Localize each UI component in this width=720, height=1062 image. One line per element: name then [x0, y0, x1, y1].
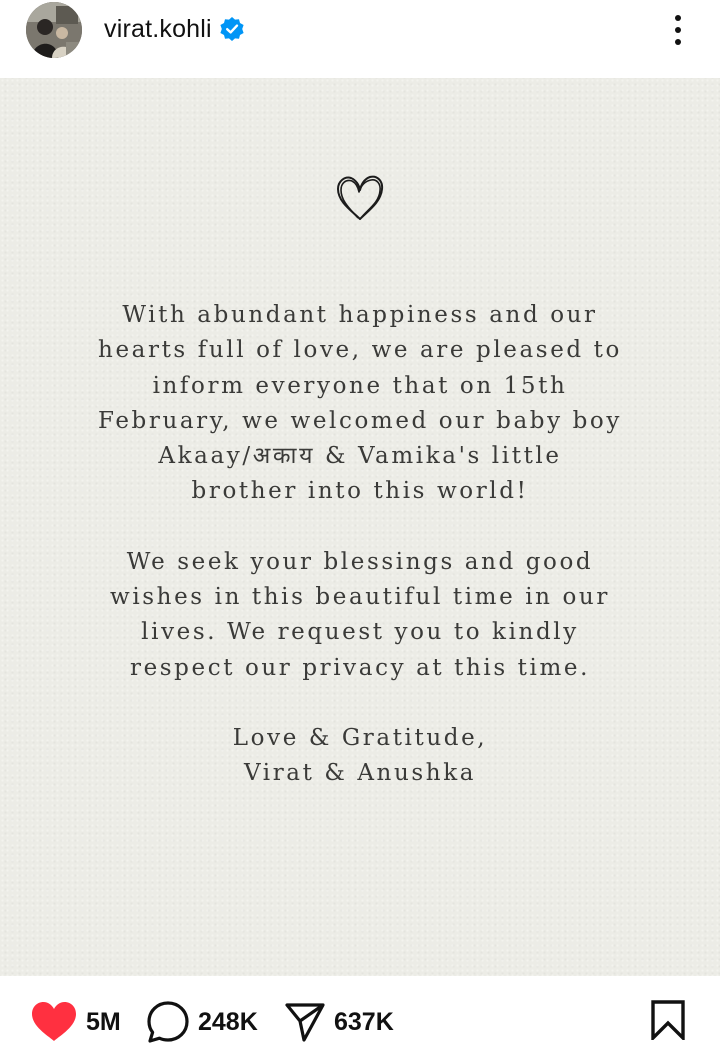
text-line: inform everyone that on 15th — [152, 372, 568, 399]
like-button[interactable] — [30, 1000, 121, 1044]
comment-button[interactable] — [146, 1000, 258, 1044]
paragraph-announcement — [40, 298, 680, 510]
announcement-text — [40, 298, 680, 792]
text-line: brother into this world! — [191, 478, 529, 505]
comment-count[interactable]: 248K — [198, 1007, 258, 1036]
action-bar — [0, 976, 720, 1062]
text-line: wishes in this beautiful time in our — [110, 584, 610, 611]
bookmark-icon[interactable] — [650, 1000, 686, 1040]
paragraph-request — [40, 545, 680, 686]
username[interactable]: virat.kohli — [104, 14, 212, 43]
signoff-line: Love & Gratitude, — [232, 724, 488, 751]
comment-bubble-icon — [146, 1000, 190, 1044]
text-line: We seek your blessings and good — [126, 548, 594, 575]
text-line: respect our privacy at this time. — [129, 654, 591, 681]
avatar-photo — [26, 2, 82, 58]
signoff — [40, 721, 680, 792]
signoff-names: Virat & Anushka — [243, 760, 477, 787]
text-line: Akaay/अकाय & Vamika's little — [158, 443, 562, 470]
verified-badge-icon — [219, 16, 245, 42]
more-options-button[interactable] — [664, 12, 692, 48]
text-line: hearts full of love, we are pleased to — [98, 337, 622, 364]
text-line: With abundant happiness and our — [122, 302, 598, 328]
username-row — [104, 14, 245, 44]
like-count[interactable]: 5M — [86, 1007, 121, 1036]
text-line: lives. We request you to kindly — [141, 619, 579, 646]
post-header — [0, 0, 720, 78]
send-icon — [284, 1001, 326, 1043]
post-image[interactable] — [0, 78, 720, 976]
more-vertical-icon — [675, 15, 681, 21]
heart-filled-icon — [30, 1001, 78, 1043]
share-count[interactable]: 637K — [334, 1007, 394, 1036]
text-line: February, we welcomed our baby boy — [98, 407, 622, 434]
hand-drawn-heart-icon — [334, 174, 386, 224]
avatar[interactable] — [26, 2, 82, 58]
share-button[interactable] — [284, 1000, 394, 1044]
